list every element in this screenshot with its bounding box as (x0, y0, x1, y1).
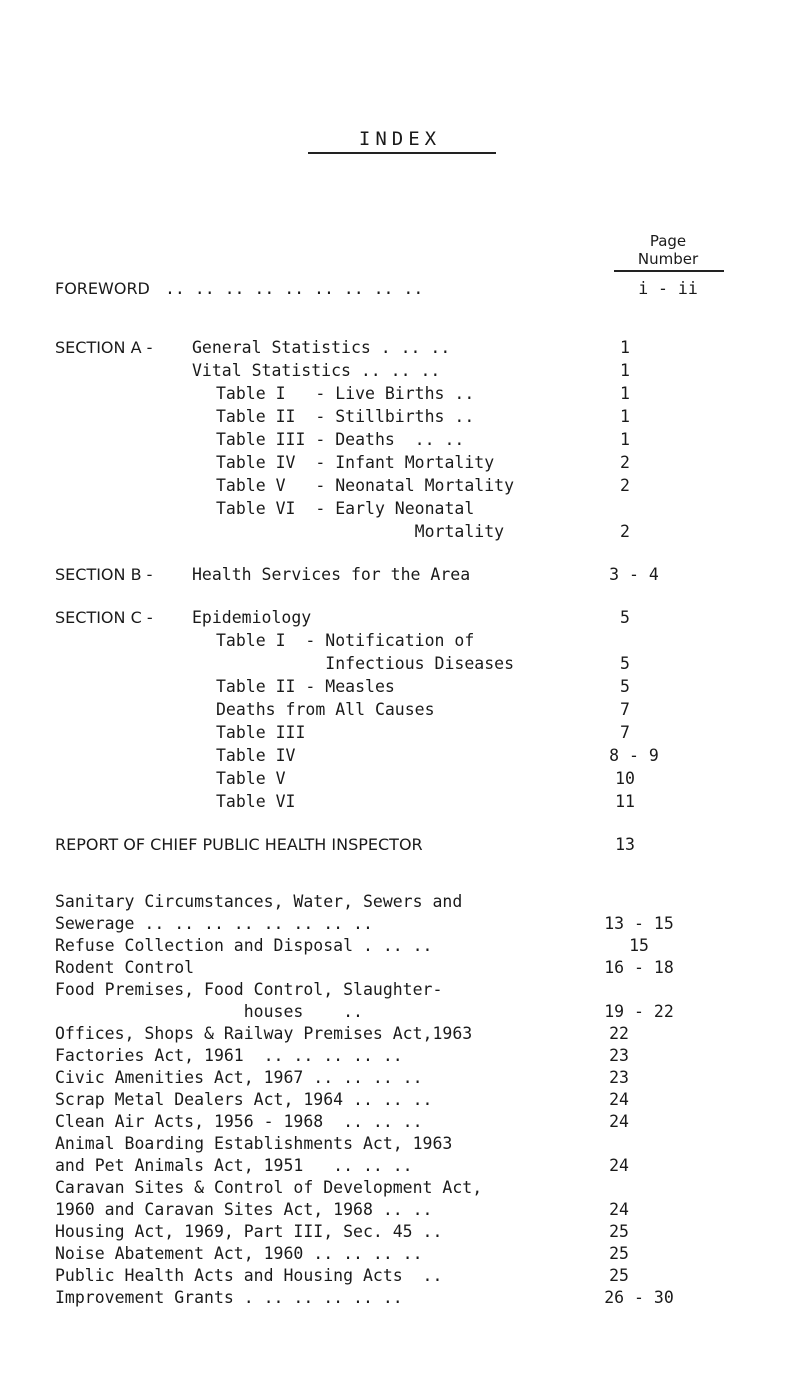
section-c-entry: Infectious Diseases (216, 654, 515, 673)
section-a-entry: Table II - Stillbirths .. (216, 407, 475, 426)
section-b-label: SECTION B - (55, 565, 153, 584)
inspector-page: 19 - 22 (604, 1002, 674, 1021)
inspector-page: 15 (629, 936, 649, 955)
inspector-page: 22 (609, 1024, 629, 1043)
section-a-entry: Table III - Deaths .. .. (216, 430, 465, 449)
inspector-entry: Caravan Sites & Control of Development Act, (55, 1178, 483, 1197)
inspector-page: 23 (609, 1068, 629, 1087)
section-a-page: 1 (620, 430, 630, 449)
inspector-entry: Offices, Shops & Railway Premises Act,1963 (55, 1024, 473, 1043)
section-c-entry: Table II - Measles (216, 677, 395, 696)
section-a-entry: Table IV - Infant Mortality (216, 453, 495, 472)
foreword-page: i - ii (638, 279, 698, 298)
title-underline (308, 152, 496, 154)
section-a-page: 2 (620, 522, 630, 541)
section-c-page: 11 (615, 792, 635, 811)
section-a-entry: General Statistics . .. .. (192, 338, 451, 357)
inspector-page: 13 - 15 (604, 914, 674, 933)
section-c-entry: Table V (216, 769, 286, 788)
inspector-entry: Factories Act, 1961 .. .. .. .. .. (55, 1046, 403, 1065)
inspector-entry: Rodent Control (55, 958, 195, 977)
section-b-page: 3 - 4 (609, 565, 659, 584)
inspector-entry: Civic Amenities Act, 1967 .. .. .. .. (55, 1068, 423, 1087)
section-c-entry: Table III (216, 723, 306, 742)
section-a-entry: Table VI - Early Neonatal (216, 499, 475, 518)
inspector-entry: Noise Abatement Act, 1960 .. .. .. .. (55, 1244, 423, 1263)
foreword-leader: .. .. .. .. .. .. .. .. .. (165, 279, 424, 298)
inspector-entry: and Pet Animals Act, 1951 .. .. .. (55, 1156, 413, 1175)
inspector-page: 25 (609, 1244, 629, 1263)
report-page: 13 (615, 835, 635, 854)
page-header-line1: Page (649, 232, 687, 250)
section-c-label: SECTION C - (55, 608, 153, 627)
section-a-entry: Table V - Neonatal Mortality (216, 476, 515, 495)
section-a-page: 1 (620, 338, 630, 357)
section-a-page: 1 (620, 407, 630, 426)
inspector-page: 16 - 18 (604, 958, 674, 977)
section-a-page: 2 (620, 476, 630, 495)
inspector-entry: Sanitary Circumstances, Water, Sewers and (55, 892, 463, 911)
section-a-entry: Table I - Live Births .. (216, 384, 475, 403)
foreword-label: FOREWORD (55, 279, 150, 298)
section-c-entry: Table VI (216, 792, 296, 811)
inspector-page: 24 (609, 1200, 629, 1219)
section-a-page: 1 (620, 384, 630, 403)
section-c-page: 7 (620, 700, 630, 719)
section-c-entry: Table I - Notification of (216, 631, 475, 650)
section-a-entry: Mortality (216, 522, 505, 541)
section-c-page: 5 (620, 654, 630, 673)
inspector-page: 23 (609, 1046, 629, 1065)
section-c-page: 7 (620, 723, 630, 742)
inspector-entry: Public Health Acts and Housing Acts .. (55, 1266, 443, 1285)
inspector-entry: Scrap Metal Dealers Act, 1964 .. .. .. (55, 1090, 433, 1109)
section-c-page: 5 (620, 677, 630, 696)
section-a-entry: Vital Statistics .. .. .. (192, 361, 441, 380)
section-c-entry: Epidemiology (192, 608, 312, 627)
index-title: INDEX (358, 128, 442, 150)
inspector-entry: Animal Boarding Establishments Act, 1963 (55, 1134, 453, 1153)
page-header-line2: Number (637, 250, 699, 268)
inspector-page: 26 - 30 (604, 1288, 674, 1307)
section-a-page: 2 (620, 453, 630, 472)
inspector-page: 24 (609, 1112, 629, 1131)
inspector-page: 24 (609, 1090, 629, 1109)
inspector-entry: Clean Air Acts, 1956 - 1968 .. .. .. (55, 1112, 423, 1131)
inspector-page: 25 (609, 1222, 629, 1241)
section-c-entry: Deaths from All Causes (216, 700, 435, 719)
inspector-page: 25 (609, 1266, 629, 1285)
section-c-page: 10 (615, 769, 635, 788)
section-c-entry: Table IV (216, 746, 296, 765)
inspector-page: 24 (609, 1156, 629, 1175)
inspector-entry: Refuse Collection and Disposal . .. .. (55, 936, 433, 955)
inspector-entry: Food Premises, Food Control, Slaughter- (55, 980, 443, 999)
section-c-page: 5 (620, 608, 630, 627)
inspector-entry: Improvement Grants . .. .. .. .. .. (55, 1288, 403, 1307)
inspector-entry: Sewerage .. .. .. .. .. .. .. .. (55, 914, 373, 933)
inspector-entry: Housing Act, 1969, Part III, Sec. 45 .. (55, 1222, 443, 1241)
page-header-underline (614, 270, 724, 272)
section-b-entry: Health Services for the Area (192, 565, 471, 584)
section-a-label: SECTION A - (55, 338, 153, 357)
inspector-entry: 1960 and Caravan Sites Act, 1968 .. .. (55, 1200, 433, 1219)
section-c-page: 8 - 9 (609, 746, 659, 765)
section-a-page: 1 (620, 361, 630, 380)
inspector-entry: houses .. (55, 1002, 363, 1021)
report-heading: REPORT OF CHIEF PUBLIC HEALTH INSPECTOR (55, 835, 423, 854)
